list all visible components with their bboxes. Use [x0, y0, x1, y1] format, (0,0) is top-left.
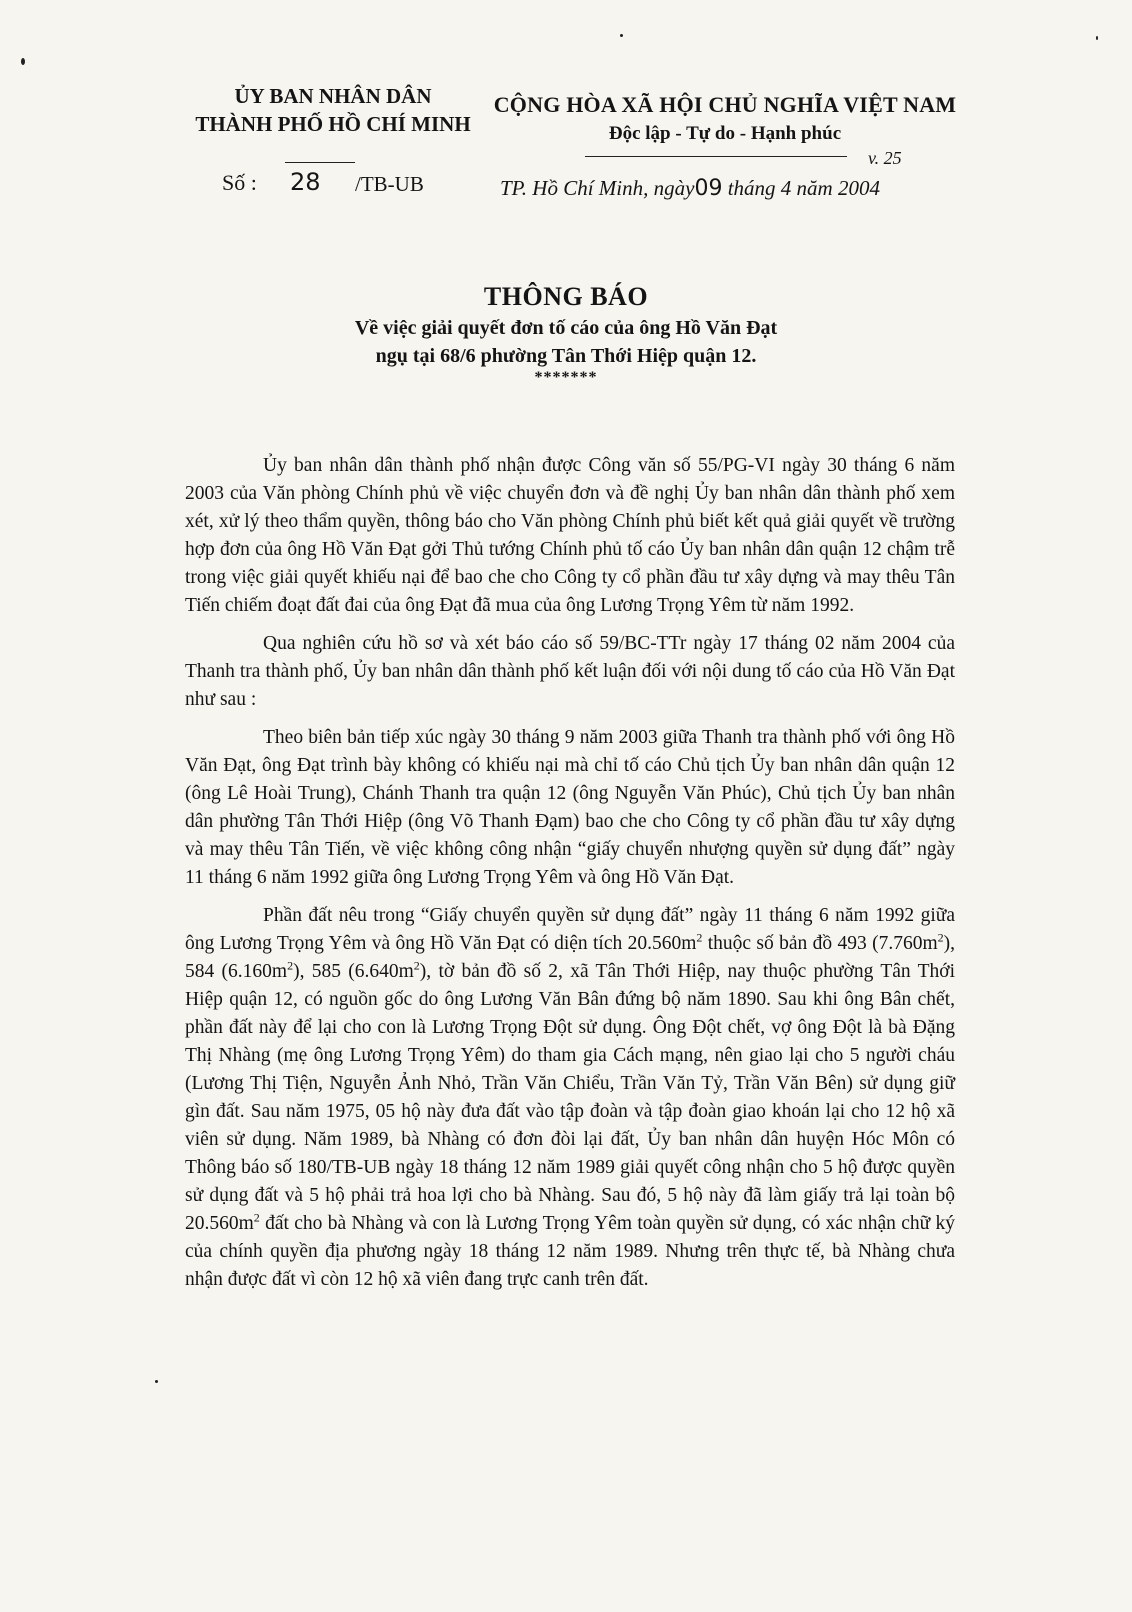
- superscript-2: 2: [937, 930, 944, 945]
- body-paragraph-2: Qua nghiên cứu hồ sơ và xét báo cáo số 59/BC-TTr ngày 17 tháng 02 năm 2004 của Thanh tra thành phố, Ủy ban nhân dân thành phố kết luận đối với nội dung tố cáo của Hồ Văn Đạt như sau :: [185, 633, 955, 710]
- document-subtitle: [0, 314, 1132, 370]
- scan-speck: [1096, 36, 1098, 40]
- date-prefix: TP. Hồ Chí Minh, ngày: [500, 176, 695, 200]
- body-paragraph-3: Theo biên bản tiếp xúc ngày 30 tháng 9 năm 2003 giữa Thanh tra thành phố với ông Hồ Văn Đạt, ông Đạt trình bày không có khiếu nại mà chỉ tố cáo Chủ tịch Ủy ban nhân dân quận 12 (ông Lê Hoài Trung), Chánh Thanh tra quận 12 (ông Nguyễn Văn Phúc), Chủ tịch Ủy ban nhân dân phường Tân Thới Hiệp (ông Võ Thanh Đạm) bao che cho Công ty cổ phần đầu tư xây dựng và may thêu Tân Tiến, về việc không công nhận “giấy chuyển nhượng quyền sử dụng đất” ngày 11 tháng 6 năm 1992 giữa ông Lương Trọng Yêm và ông Hồ Văn Đạt.: [185, 727, 955, 888]
- national-header: [490, 90, 960, 148]
- scan-speck: [21, 58, 25, 65]
- national-motto: Độc lập - Tự do - Hạnh phúc: [608, 123, 842, 144]
- p4-part-c: ), 584 (6.160m: [185, 933, 955, 982]
- body-paragraph-4: [185, 902, 955, 1294]
- p4-part-d: ), 585 (6.640m: [293, 961, 414, 982]
- superscript-2: 2: [696, 930, 703, 945]
- p4-part-f: đất cho bà Nhàng và con là Lương Trọng Yêm toàn quyền sử dụng, có xác nhận chữ ký của chính quyền địa phương ngày 18 tháng 12 năm 1989. Nhưng trên thực tế, bà Nhàng chưa nhận được đất vì còn 12 hộ xã viên đang trực canh trên đất.: [185, 1213, 955, 1290]
- subtitle-line-1: Về việc giải quyết đơn tố cáo của ông Hồ Văn Đạt: [354, 317, 778, 339]
- document-number-value: 28: [290, 168, 321, 196]
- date-day: 09: [694, 176, 723, 201]
- motto-underline: [585, 156, 847, 157]
- subtitle-line-2: ngụ tại 68/6 phường Tân Thới Hiệp quận 12.: [375, 345, 757, 367]
- p4-part-b: thuộc số bản đồ 493 (7.760m: [702, 933, 938, 954]
- authority-line-2: THÀNH PHỐ HỒ CHÍ MINH: [195, 112, 471, 136]
- issue-date: [500, 176, 880, 201]
- issuing-authority: [178, 82, 488, 138]
- scan-speck: [155, 1380, 158, 1383]
- document-body: [185, 452, 955, 1304]
- date-suffix: tháng 4 năm 2004: [722, 176, 880, 200]
- superscript-2: 2: [413, 958, 420, 973]
- title-divider: *******: [534, 369, 598, 386]
- superscript-2: 2: [253, 1210, 260, 1225]
- document-title: THÔNG BÁO: [483, 282, 649, 311]
- handwritten-margin-mark: v. 25: [868, 148, 902, 168]
- document-number-suffix: /TB-UB: [355, 172, 424, 196]
- authority-underline: [285, 162, 355, 163]
- authority-line-1: ỦY BAN NHÂN DÂN: [234, 84, 432, 108]
- nation-name: CỘNG HÒA XÃ HỘI CHỦ NGHĨA VIỆT NAM: [493, 92, 957, 117]
- p4-part-e: ), tờ bản đồ số 2, xã Tân Thới Hiệp, nay thuộc phường Tân Thới Hiệp quận 12, có nguồn gốc do ông Lương Văn Bân đứng bộ năm 1890. Sau khi ông Bân chết, phần đất này để lại cho con là Lương Trọng Đột sử dụng. Ông Đột chết, vợ ông Đột là bà Đặng Thị Nhàng (mẹ ông Lương Trọng Yêm) do tham gia Cách mạng, nên giao lại cho 5 người cháu (Lương Thị Tiện, Nguyễn Ảnh Nhỏ, Trần Văn Chiểu, Trần Văn Tỷ, Trần Văn Bên) sử dụng giữ gìn đất. Sau năm 1975, 05 hộ này đưa đất vào tập đoàn và tập đoàn giao khoán lại cho 12 hộ xã viên sử dụng. Năm 1989, bà Nhàng có đơn đòi lại đất, Ủy ban nhân dân huyện Hóc Môn có Thông báo số 180/TB-UB ngày 18 tháng 12 năm 1989 giải quyết công nhận cho 5 hộ được quyền sử dụng đất và 5 hộ phải trả hoa lợi cho bà Nhàng. Sau đó, 5 hộ này đã làm giấy trả lại toàn bộ 20.560m: [185, 961, 955, 1234]
- document-number-label: Số :: [222, 170, 257, 195]
- superscript-2: 2: [287, 958, 294, 973]
- p4-part-a: Phần đất nêu trong “Giấy chuyển quyền sử dụng đất” ngày 11 tháng 6 năm 1992 giữa ông Lương Trọng Yêm và ông Hồ Văn Đạt có diện tích 20.560m: [185, 905, 955, 954]
- body-paragraph-1: Ủy ban nhân dân thành phố nhận được Công văn số 55/PG-VI ngày 30 tháng 6 năm 2003 của Văn phòng Chính phủ về việc chuyển đơn và đề nghị Ủy ban nhân dân thành phố xem xét, xử lý theo thẩm quyền, thông báo cho Văn phòng Chính phủ biết kết quả giải quyết về trường hợp đơn của ông Hồ Văn Đạt gởi Thủ tướng Chính phủ tố cáo Ủy ban nhân dân quận 12 chậm trễ trong việc giải quyết khiếu nại để bao che cho Công ty cổ phần đầu tư xây dựng và may thêu Tân Tiến chiếm đoạt đất đai của ông Đạt đã mua của ông Lương Trọng Yêm từ năm 1992.: [185, 455, 955, 616]
- scan-speck: [620, 34, 623, 37]
